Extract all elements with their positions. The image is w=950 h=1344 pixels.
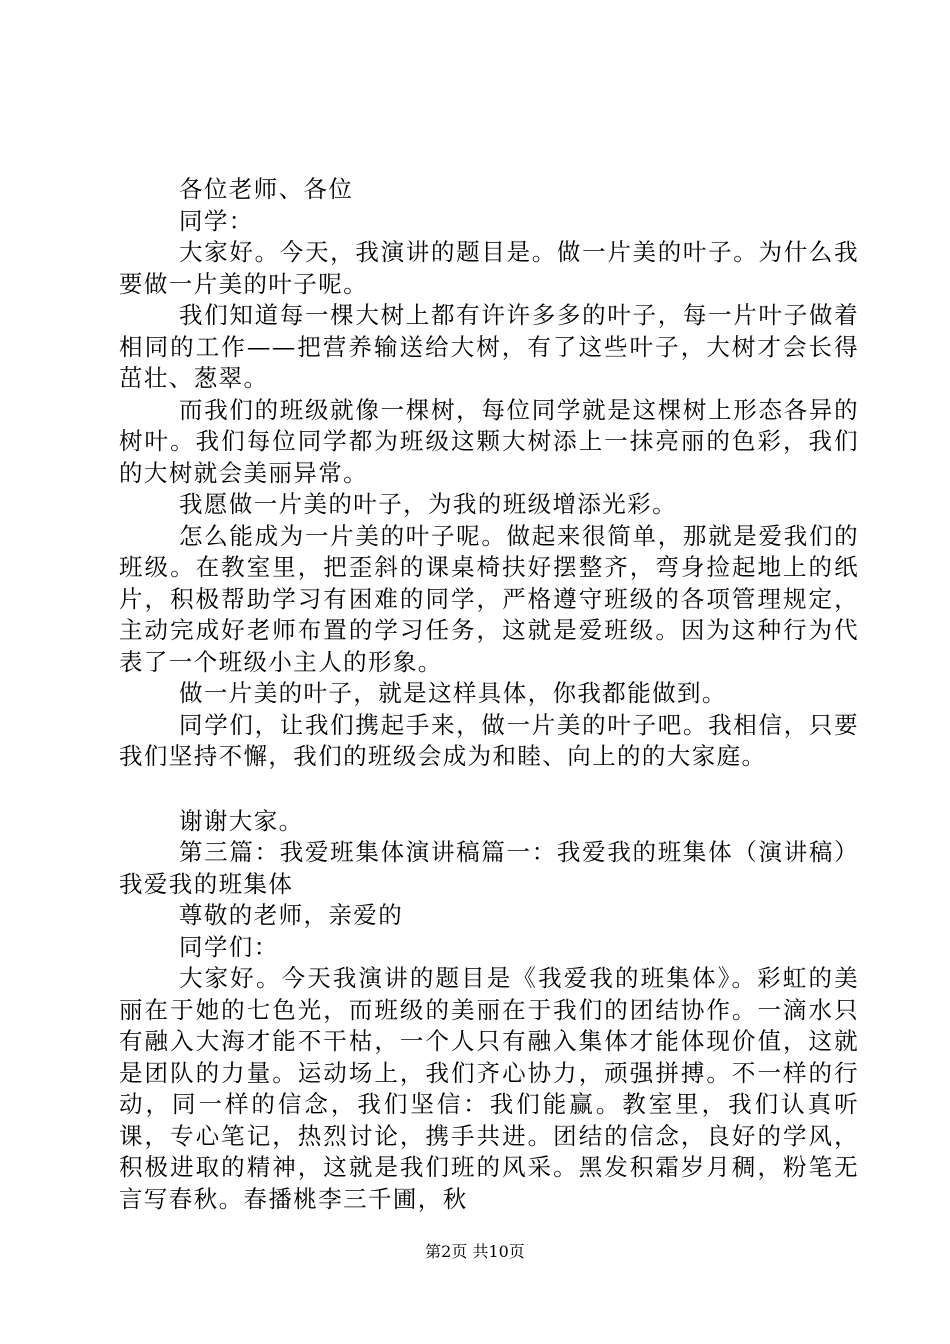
page-number-footer: 第2页 共10页: [425, 1242, 525, 1261]
paragraph-how-to: 怎么能成为一片美的叶子呢。做起来很简单，那就是爱我们的班级。在教室里，把歪斜的课桌椅扶好摆整齐，弯身捡起地上的纸片，积极帮助学习有困难的同学，严格遵守班级的各项管理规定，主动完成好老师布置的学习任务，这就是爱班级。因为这种行为代表了一个班级小主人的形象。: [119, 521, 859, 676]
paragraph-tree-leaves: 我们知道每一棵大树上都有许许多多的叶子，每一片叶子做着相同的工作——把营养输送给大树，有了这些叶子，大树才会长得茁壮、葱翠。: [119, 301, 859, 392]
paragraph-thanks: 谢谢大家。: [179, 806, 304, 835]
paragraph-greeting-students-2: 同学们：: [179, 932, 279, 961]
document-body: [119, 174, 859, 1215]
paragraph-wish: 我愿做一片美的叶子，为我的班级增添光彩。: [179, 490, 677, 518]
paragraph-call-to-action: 同学们，让我们携起手来，做一片美的叶子吧。我相信，只要我们坚持不懈，我们的班级会成为和睦、向上的的大家庭。: [119, 710, 859, 770]
paragraph-speech-body: 大家好。今天我演讲的题目是《我爱我的班集体》。彩虹的美丽在于她的七色光，而班级的美丽在于我们的团结协作。一滴水只有融入大海才能不干枯，一个人只有融入集体才能体现价值，这就是团队的力量。运动场上，我们齐心协力，顽强拼搏。不一样的行动，同一样的信念，我们坚信：我们能赢。教室里，我们认真听课，专心笔记，热烈讨论，携手共进。团结的信念，良好的学风，积极进取的精神，这就是我们班的风采。黑发积霜岁月稠，粉笔无言写春秋。春播桃李三千圃，秋: [119, 964, 859, 1213]
paragraph-greeting-teachers-2: 尊敬的老师，亲爱的: [179, 901, 404, 929]
paragraph-greeting-students: 同学：: [179, 206, 254, 235]
paragraph-concrete: 做一片美的叶子，就是这样具体，你我都能做到。: [179, 679, 727, 707]
paragraph-class-tree: 而我们的班级就像一棵树，每位同学就是这棵树上形态各异的树叶。我们每位同学都为班级这颗大树添上一抹亮丽的色彩，我们的大树就会美丽异常。: [119, 395, 859, 487]
paragraph-greeting-teachers: 各位老师、各位: [179, 175, 354, 203]
paragraph-intro: 大家好。今天，我演讲的题目是。做一片美的叶子。为什么我要做一片美的叶子呢。: [119, 238, 859, 298]
section-heading: 第三篇：我爱班集体演讲稿篇一：我爱我的班集体（演讲稿）我爱我的班集体: [119, 838, 859, 898]
